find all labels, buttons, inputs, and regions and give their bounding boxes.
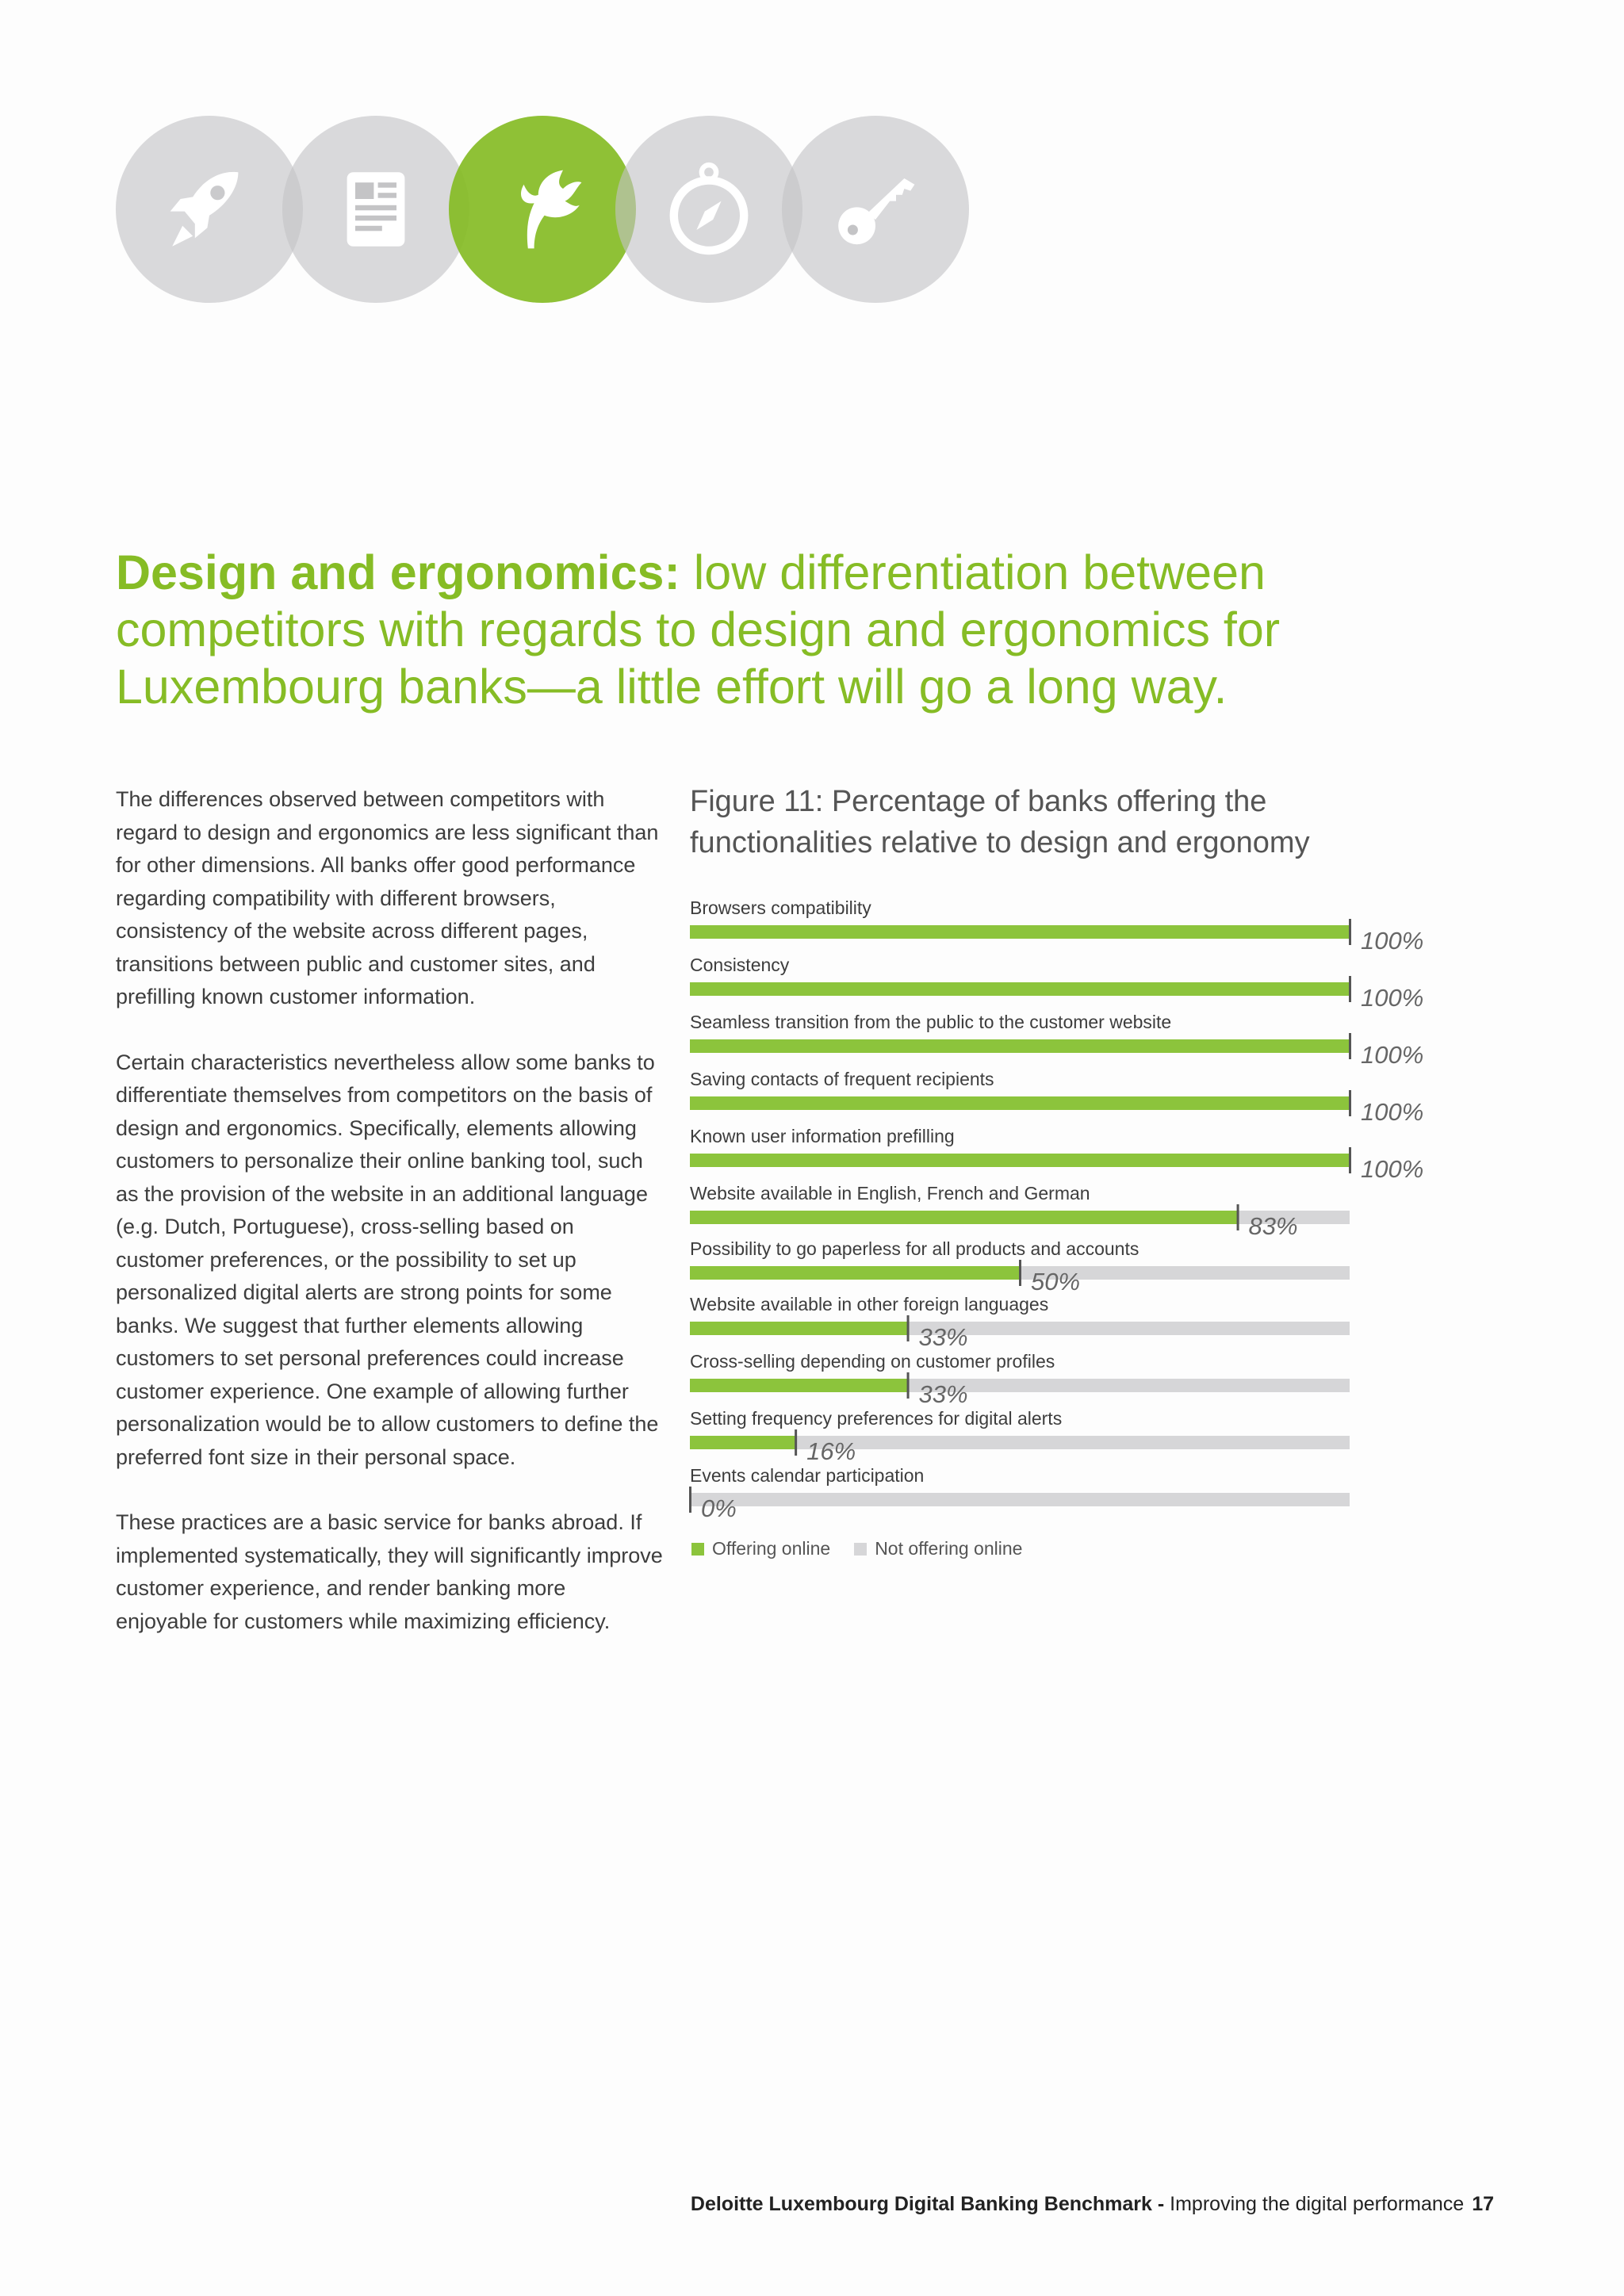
legend-swatch-not-offering xyxy=(854,1543,867,1556)
bar-value xyxy=(690,1436,795,1449)
bar-marker xyxy=(1349,919,1351,945)
legend-label-not-offering: Not offering online xyxy=(875,1538,1023,1559)
bar-value xyxy=(690,1322,908,1335)
headline-rest: low differentiation between competitors with regards to design and ergonomics for Luxembourg banks—a little effort will go a long way. xyxy=(116,545,1281,714)
body-text xyxy=(116,783,663,1670)
value-label: 0% xyxy=(701,1494,737,1522)
bar-value xyxy=(690,1039,1350,1053)
headline-lead: Design and ergonomics: xyxy=(116,545,680,599)
category-label: Events calendar participation xyxy=(690,1465,925,1486)
value-label: 100% xyxy=(1361,984,1424,1012)
key-icon xyxy=(782,116,969,303)
bar-value xyxy=(690,1154,1350,1167)
bar-value xyxy=(690,1379,908,1392)
chart-legend xyxy=(691,1538,1022,1559)
category-label: Possibility to go paperless for all products and accounts xyxy=(690,1238,1139,1259)
value-label: 16% xyxy=(806,1437,856,1465)
body-paragraph: Certain characteristics nevertheless allow some banks to differentiate themselves from competitors on the basis of design and ergonomics. Specifically, elements allowing customers to personalize their online banking tool, such as the provision of the website in an additional language (e.g. Dutch, Portuguese), cross-selling based on customer preferences, or the possibility to set up personalized digital alerts are strong points for some banks. We suggest that further elements allowing customers to set personal preferences could increase customer experience. One example of allowing further personalization would be to allow customers to define the preferred font size in their personal space. xyxy=(116,1050,659,1469)
category-label: Setting frequency preferences for digital alerts xyxy=(690,1408,1063,1429)
value-label: 100% xyxy=(1361,1098,1424,1126)
bar-value xyxy=(690,1211,1238,1224)
value-label: 100% xyxy=(1361,927,1424,955)
bar-value xyxy=(690,1266,1020,1280)
page-number: 17 xyxy=(1472,2193,1494,2215)
compass-icon xyxy=(615,116,802,303)
footer-brand: Deloitte Luxembourg Digital Banking Benchmark - xyxy=(690,2193,1165,2215)
value-label: 100% xyxy=(1361,1041,1424,1069)
value-label: 33% xyxy=(918,1323,968,1351)
category-label: Saving contacts of frequent recipients xyxy=(690,1069,994,1089)
rocket-icon xyxy=(116,116,303,303)
bar-marker xyxy=(1019,1260,1021,1286)
category-label: Website available in English, French and German xyxy=(690,1183,1090,1203)
section-icon-row xyxy=(116,116,972,303)
bar-chart xyxy=(690,892,1443,1574)
body-paragraph: The differences observed between competitors with regard to design and ergonomics are less significant than for other dimensions. All banks offer good performance regarding compatibility with different browsers, consistency of the website across different pages, transitions between public and customer sites, and prefilling known customer information. xyxy=(116,787,659,1008)
feather-icon xyxy=(449,116,636,303)
footer-subtitle: Improving the digital performance xyxy=(1164,2193,1465,2215)
category-label: Website available in other foreign languages xyxy=(690,1294,1049,1314)
value-label: 50% xyxy=(1031,1268,1081,1295)
bar-value xyxy=(690,1096,1350,1110)
figure-title: Figure 11: Percentage of banks offering the functionalities relative to design and ergonomy xyxy=(690,785,1310,859)
bar-value xyxy=(690,982,1350,996)
page-headline xyxy=(116,544,1353,715)
bar-marker xyxy=(1349,1147,1351,1173)
legend-item-offering xyxy=(691,1538,830,1559)
bar-marker xyxy=(1349,1033,1351,1059)
bar-background xyxy=(690,1493,1350,1506)
bar-marker xyxy=(1237,1204,1239,1230)
category-label: Known user information prefilling xyxy=(690,1126,955,1146)
document-icon xyxy=(282,116,469,303)
category-label: Consistency xyxy=(690,955,790,975)
bar-marker xyxy=(1349,976,1351,1002)
bar-marker xyxy=(907,1372,910,1399)
page-footer xyxy=(691,2193,1494,2216)
legend-label-offering: Offering online xyxy=(712,1538,831,1559)
bar-marker xyxy=(907,1315,910,1341)
bar-chart-svg xyxy=(690,892,1443,1542)
bar-value xyxy=(690,925,1350,939)
category-label: Browsers compatibility xyxy=(690,897,871,918)
legend-swatch-offering xyxy=(691,1543,704,1556)
bar-marker xyxy=(795,1429,797,1456)
category-label: Seamless transition from the public to the customer website xyxy=(690,1012,1172,1032)
category-label: Cross-selling depending on customer profiles xyxy=(690,1351,1055,1372)
value-label: 33% xyxy=(918,1380,968,1408)
bar-marker xyxy=(689,1487,691,1513)
value-label: 83% xyxy=(1248,1212,1298,1240)
bar-marker xyxy=(1349,1090,1351,1116)
value-label: 100% xyxy=(1361,1155,1424,1183)
legend-item-not-offering xyxy=(854,1538,1022,1559)
body-paragraph: These practices are a basic service for banks abroad. If implemented systematically, they will significantly improve customer experience, and render banking more enjoyable for customers while maximizing efficiency. xyxy=(116,1510,663,1633)
